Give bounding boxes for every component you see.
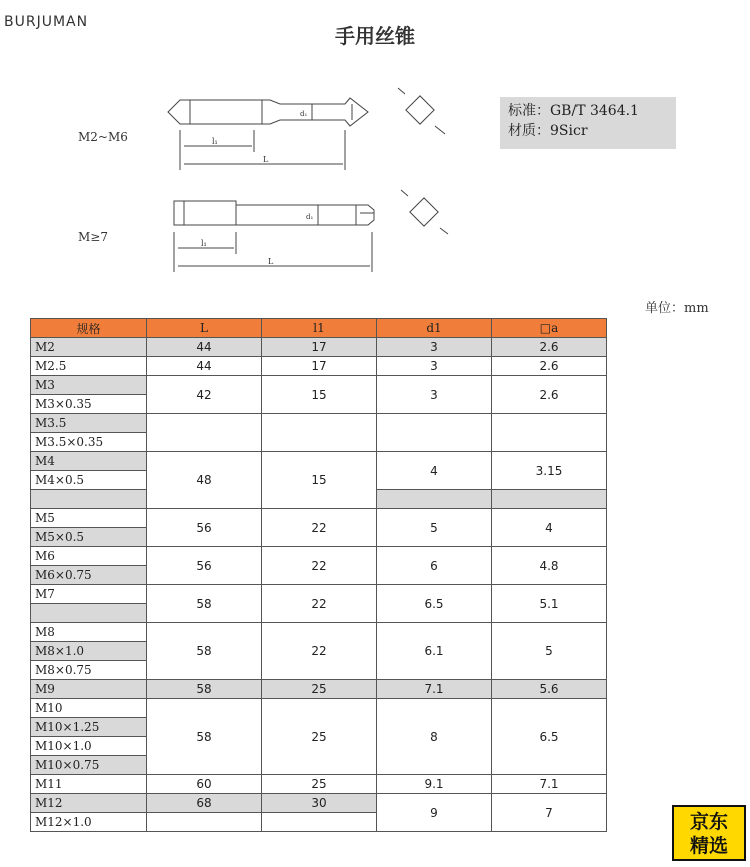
material-label: 材质：9Sicr [508, 123, 588, 139]
cell-spec: M8 [31, 623, 147, 642]
cell-l1: 25 [262, 680, 377, 699]
tap-drawing-small [168, 88, 445, 170]
cell-L: 48 [147, 452, 262, 509]
cell-a: 2.6 [492, 357, 607, 376]
cell-d1: 6 [377, 547, 492, 585]
cell-L: 44 [147, 357, 262, 376]
label-m2-m6: M2~M6 [78, 130, 128, 144]
table-row [31, 338, 607, 357]
cell-spec: M7 [31, 585, 147, 604]
dim-L-small: L [263, 155, 269, 164]
cell-d1: 6.5 [377, 585, 492, 623]
cell-a: 5.6 [492, 680, 607, 699]
unit-label: 单位：mm [645, 301, 709, 316]
cell-l1: 22 [262, 585, 377, 623]
cell-spec: M6×0.75 [31, 566, 147, 585]
spec-table [30, 318, 607, 832]
cell-spec: M12 [31, 794, 147, 813]
cell-L: 60 [147, 775, 262, 794]
cell-spec: M10×1.0 [31, 737, 147, 756]
cell-d1: 9 [377, 794, 492, 832]
cell-l1: 25 [262, 775, 377, 794]
cell-L: 56 [147, 509, 262, 547]
standard-box [500, 97, 676, 149]
cell-d1: 6.1 [377, 623, 492, 680]
cell-d1: 9.1 [377, 775, 492, 794]
header-a: □a [492, 319, 607, 338]
cell-d1: 4 [377, 452, 492, 490]
cell-l1: 15 [262, 376, 377, 414]
brand-logo: BURJUMAN [4, 14, 89, 30]
cell-spec: M12×1.0 [31, 813, 147, 832]
cell-L: 42 [147, 376, 262, 414]
cell-a: 3.15 [492, 452, 607, 490]
jd-badge-line1: 京东 [689, 811, 728, 833]
table-row [31, 699, 607, 718]
standard-label: 标准：GB/T 3464.1 [508, 103, 639, 119]
tap-drawing-large [174, 190, 448, 272]
cell-a: 2.6 [492, 376, 607, 414]
dim-L-large: L [268, 257, 274, 266]
tap-diagram [0, 0, 750, 300]
cell-a: 4.8 [492, 547, 607, 585]
cell-l1: 22 [262, 623, 377, 680]
cell-spec: M3×0.35 [31, 395, 147, 414]
cell-d1: 8 [377, 699, 492, 775]
cell-a: 6.5 [492, 699, 607, 775]
dim-l1-small: l₁ [212, 137, 218, 146]
table-row [31, 452, 607, 471]
cell-spec: M8×0.75 [31, 661, 147, 680]
table-row [31, 414, 607, 433]
cell-spec: M5 [31, 509, 147, 528]
table-header [31, 319, 607, 338]
header-l1: l1 [262, 319, 377, 338]
cell-spec: M3.5 [31, 414, 147, 433]
cell-spec: M5×0.5 [31, 528, 147, 547]
cell-a: 2.6 [492, 338, 607, 357]
cell-L: 56 [147, 547, 262, 585]
cell-spec: M9 [31, 680, 147, 699]
cell-spec: M11 [31, 775, 147, 794]
table-row [31, 775, 607, 794]
dim-d1-large: d₁ [306, 213, 314, 221]
cell-a: 7.1 [492, 775, 607, 794]
cell-spec: M2 [31, 338, 147, 357]
cell-l1: 25 [262, 699, 377, 775]
jd-badge [672, 805, 746, 861]
cell-spec: M10 [31, 699, 147, 718]
cell-spec: M4 [31, 452, 147, 471]
label-m7: M≥7 [78, 230, 108, 244]
cell-L: 44 [147, 338, 262, 357]
table-row [31, 509, 607, 528]
cell-d1: 3 [377, 338, 492, 357]
cell-L: 58 [147, 699, 262, 775]
table-row [31, 680, 607, 699]
table-row [31, 794, 607, 813]
header-L: L [147, 319, 262, 338]
cell-a: 7 [492, 794, 607, 832]
dim-d1-small: d₁ [300, 110, 308, 118]
cell-d1: 7.1 [377, 680, 492, 699]
cell-a: 5 [492, 623, 607, 680]
cell-spec: M10×1.25 [31, 718, 147, 737]
table-row [31, 547, 607, 566]
cell-spec [31, 490, 147, 509]
cell-d1: 3 [377, 376, 492, 414]
cell-L: 68 [147, 794, 262, 813]
page-title: 手用丝锥 [335, 24, 415, 48]
cell-spec: M3.5×0.35 [31, 433, 147, 452]
cell-spec: M6 [31, 547, 147, 566]
cell-spec: M2.5 [31, 357, 147, 376]
cell-l1: 17 [262, 338, 377, 357]
cell-L: 58 [147, 585, 262, 623]
cell-l1: 22 [262, 509, 377, 547]
header-d1: d1 [377, 319, 492, 338]
cell-d1: 3 [377, 357, 492, 376]
table-row [31, 585, 607, 604]
cell-l1: 15 [262, 452, 377, 509]
jd-badge-line2: 精选 [689, 835, 728, 857]
dim-l1-large: l₁ [201, 239, 207, 248]
cell-a: 5.1 [492, 585, 607, 623]
table-row [31, 376, 607, 395]
table-row [31, 357, 607, 376]
cell-L: 58 [147, 623, 262, 680]
cell-spec: M4×0.5 [31, 471, 147, 490]
cell-d1: 5 [377, 509, 492, 547]
cell-spec: M10×0.75 [31, 756, 147, 775]
cell-spec [31, 604, 147, 623]
cell-spec: M8×1.0 [31, 642, 147, 661]
cell-a: 4 [492, 509, 607, 547]
cell-l1: 22 [262, 547, 377, 585]
cell-spec: M3 [31, 376, 147, 395]
cell-L: 58 [147, 680, 262, 699]
table-row [31, 623, 607, 642]
cell-l1: 17 [262, 357, 377, 376]
header-spec: 规格 [31, 319, 147, 338]
cell-l1: 30 [262, 794, 377, 813]
